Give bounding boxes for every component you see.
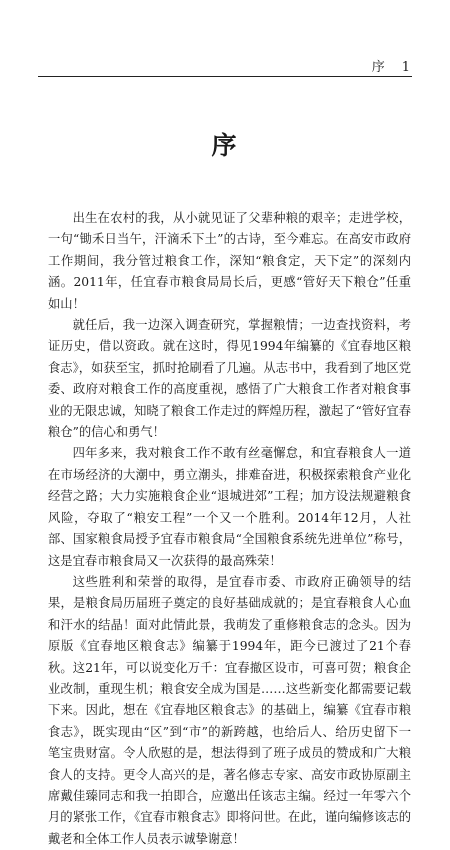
running-header xyxy=(38,52,412,77)
paragraph-4: 这些胜利和荣誉的取得，是宜春市委、市政府正确领导的结果，是粮食局历届班子奠定的良好基础成就的；是宜春粮食人心血和汗水的结晶！面对此情此景，我萌发了重修粮食志的念头。因为原版《宜春地区粮食志》编纂于1994年，距今已渡过了21个春秋。这21年，可以说变化万千：宜春撤区设市，可喜可贺；粮食企业改制，重现生机；粮食安全成为国是……这些新变化都需要记载下来。因此，想在《宜春地区粮食志》的基础上，编纂《宜春市粮食志》，既实现由“区”到“市”的新跨越，也给后人、给历史留下一笔宝贵财富。令人欣慰的是，想法得到了班子成员的赞成和广大粮食人的支持。更令人高兴的是，著名修志专家、高安市政协原副主席戴佳臻同志和我一拍即合，应邀出任该志主编。经过一年零六个月的紧张工作，《宜春市粮食志》即将问世。在此，谨向编修该志的戴老和全体工作人员表示诚挚谢意！ xyxy=(48,574,411,846)
paragraph-3: 四年多来，我对粮食工作不敢有丝毫懈怠，和宜春粮食人一道在市场经济的大潮中，勇立潮头，排难奋进，积极探索粮食产业化经营之路；大力实施粮食企业“退城进郊”工程；加方设法规避粮食风险，夺取了“粮安工程”一个又一个胜利。2014年12月，人社部、国家粮食局授予宜春市粮食局“全国粮食系统先进单位”称号，这是宜春市粮食局又一次获得的最高殊荣！ xyxy=(48,446,411,568)
paragraph-1: 出生在农村的我，从小就见证了父辈种粮的艰辛；走进学校，一句“锄禾日当午，汗滴禾下土”的古诗，至今难忘。在高安市政府工作期间，我分管过粮食工作，深知“粮食定，天下定”的深刻内涵。2011年，任宜春市粮食局局长后，更感“管好天下粮仓”任重如山！ xyxy=(48,211,411,311)
preface-body xyxy=(48,208,411,850)
header-page-label: 序 1 xyxy=(371,60,412,75)
page-title: 序 xyxy=(211,131,239,160)
paragraph-2: 就任后，我一边深入调查研究，掌握粮情；一边查找资料，考证历史，借以资政。就在这时，得见1994年编纂的《宜春地区粮食志》，如获至宝，抓时抢刷看了几遍。从志书中，我看到了地区党委、政府对粮食工作的高度重视，感悟了广大粮食工作者对粮食事业的无限忠诚，知晓了粮食工作走过的辉煌历程，激起了“管好宜春粮仓”的信心和勇气！ xyxy=(48,318,411,440)
